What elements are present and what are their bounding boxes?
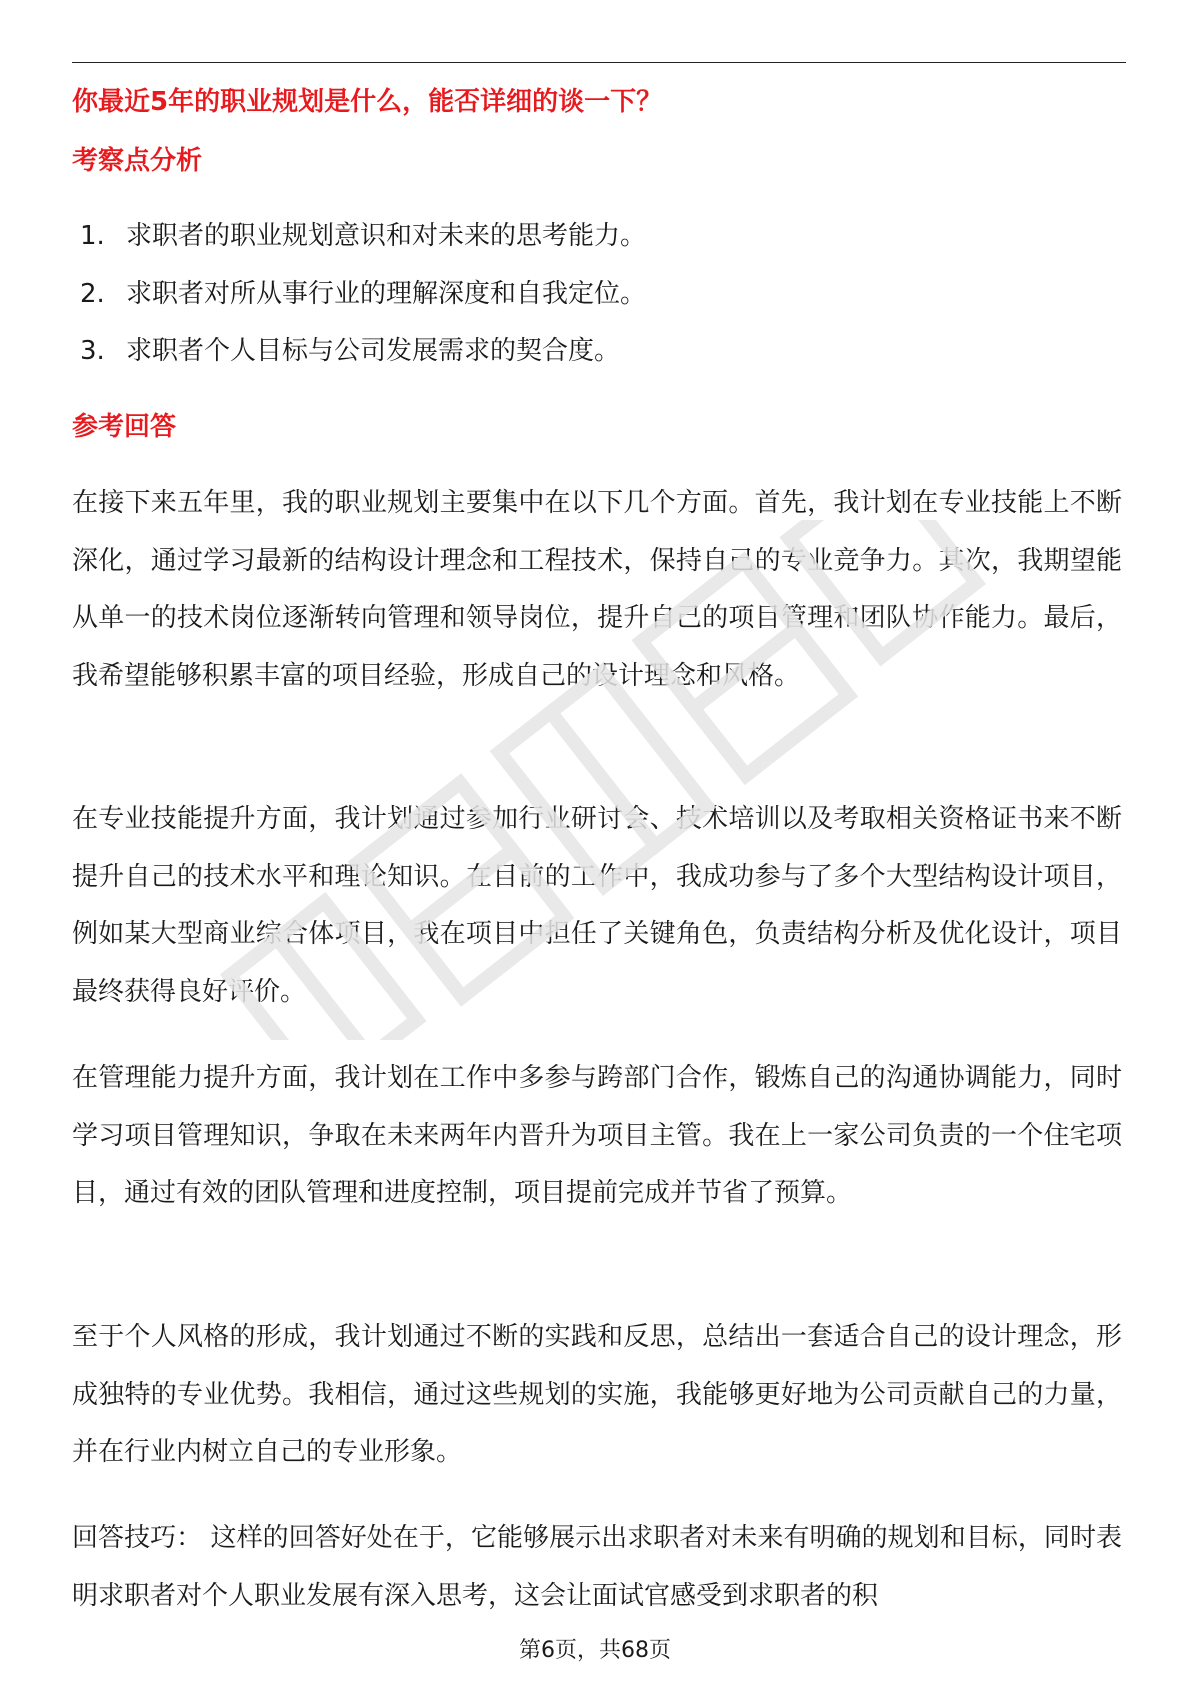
answer-paragraph: 在接下来五年里，我的职业规划主要集中在以下几个方面。首先，我计划在专业技能上不断深化，通过学习最新的结构设计理念和工程技术，保持自己的专业竞争力。其次，我期望能从单一的技术岗位逐渐转向管理和领导岗位，提升自己的项目管理和团队协作能力。最后，我希望能够积累丰富的项目经验，形成自己的设计理念和风格。 bbox=[72, 488, 1122, 691]
answer-paragraph: 至于个人风格的形成，我计划通过不断的实践和反思，总结出一套适合自己的设计理念，形成独特的专业优势。我相信，通过这些规划的实施，我能够更好地为公司贡献自己的力量，并在行业内树立自己的专业形象。 bbox=[72, 1322, 1122, 1467]
answer-paragraph: 在专业技能提升方面，我计划通过参加行业研讨会、技术培训以及考取相关资格证书来不断提升自己的技术水平和理论知识。在目前的工作中，我成功参与了多个大型结构设计项目，例如某大型商业综合体项目，我在项目中担任了关键角色，负责结构分析及优化设计，项目最终获得良好评价。 bbox=[72, 804, 1122, 1007]
top-divider bbox=[72, 62, 1126, 63]
point-number: 3. bbox=[80, 336, 105, 366]
question-title: 你最近5年的职业规划是什么，能否详细的谈一下？ bbox=[72, 87, 663, 117]
analysis-points-list bbox=[80, 208, 646, 381]
point-text: 求职者个人目标与公司发展需求的契合度。 bbox=[126, 336, 621, 366]
answer-paragraph: 在管理能力提升方面，我计划在工作中多参与跨部门合作，锻炼自己的沟通协调能力，同时学习项目管理知识，争取在未来两年内晋升为项目主管。我在上一家公司负责的一个住宅项目，通过有效的团队管理和进度控制，项目提前完成并节省了预算。 bbox=[72, 1063, 1122, 1208]
analysis-point bbox=[80, 208, 646, 266]
answer-heading: 参考回答 bbox=[72, 412, 177, 442]
page-footer: 第6页，共68页 bbox=[519, 1638, 671, 1663]
point-text: 求职者对所从事行业的理解深度和自我定位。 bbox=[126, 278, 647, 309]
analysis-point bbox=[80, 323, 646, 381]
point-text: 求职者的职业规划意识和对未来的思考能力。 bbox=[126, 221, 647, 251]
point-number: 1. bbox=[80, 221, 105, 251]
analysis-point bbox=[80, 266, 646, 324]
answer-tip: 回答技巧： 这样的回答好处在于，它能够展示出求职者对未来有明确的规划和目标，同时表明求职者对个人职业发展有深入思考，这会让面试官感受到求职者的积 bbox=[72, 1523, 1122, 1611]
point-number: 2. bbox=[80, 278, 105, 309]
analysis-heading: 考察点分析 bbox=[72, 146, 203, 176]
